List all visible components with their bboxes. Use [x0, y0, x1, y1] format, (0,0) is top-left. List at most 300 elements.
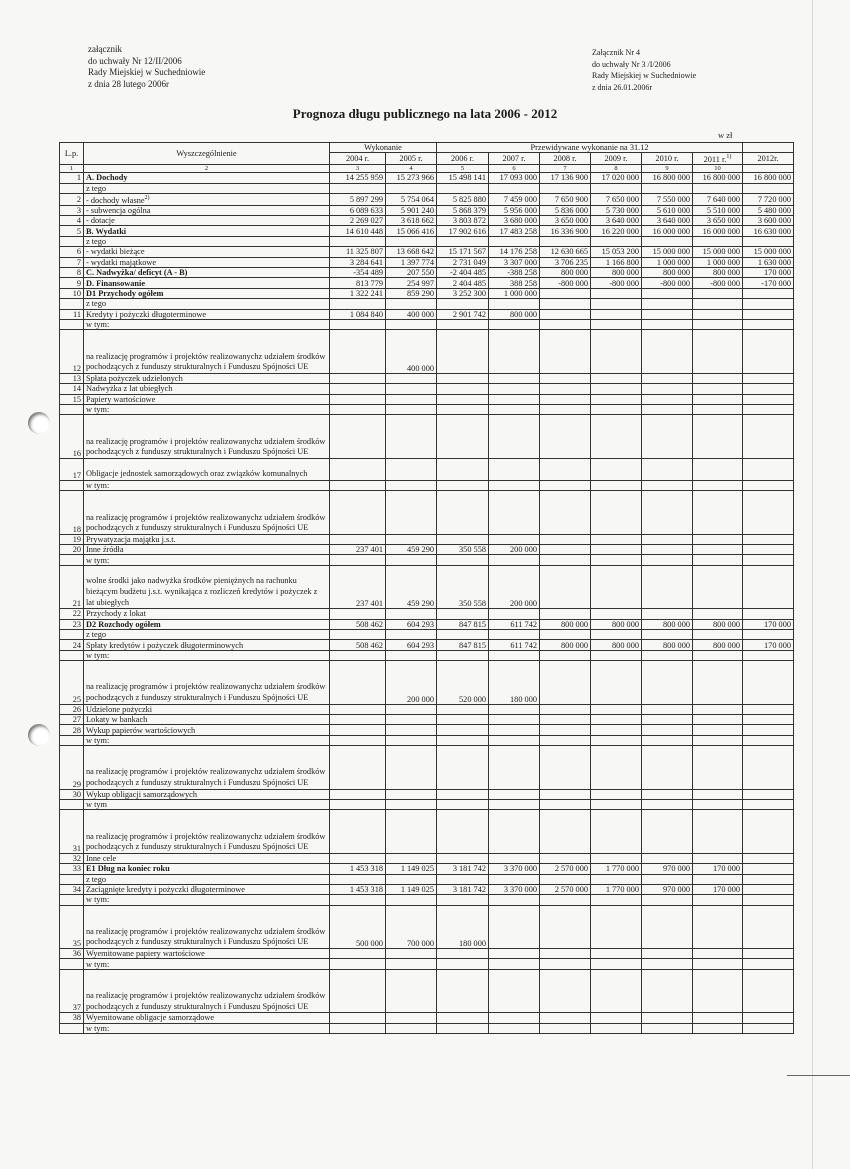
value-cell: 800 000	[642, 619, 693, 629]
row-label	[84, 299, 330, 309]
value-cell	[437, 1023, 489, 1033]
value-cell: 813 779	[330, 278, 386, 288]
row-label-text: na realizację programów i projektów realizowanychz udziałem środków pochodzących z funduszy strukturalnych i Funduszu Spójności UE	[86, 991, 326, 1011]
scan-line	[787, 1075, 850, 1076]
row-number: 12	[60, 330, 84, 373]
value-cell: 3 650 000	[540, 216, 591, 226]
table-row	[60, 905, 794, 948]
table-row	[60, 884, 794, 894]
table-row	[60, 555, 794, 565]
row-label-text: Zaciągnięte kredyty i pożyczki długoterminowe	[86, 885, 245, 895]
value-cell	[437, 236, 489, 246]
table-row	[60, 1023, 794, 1033]
value-cell	[642, 404, 693, 414]
value-cell	[330, 630, 386, 640]
row-label-text: - dotacje	[86, 216, 115, 226]
row-number	[60, 236, 84, 246]
year-header: 2010 r.	[642, 153, 693, 165]
value-cell	[330, 555, 386, 565]
value-cell	[540, 404, 591, 414]
row-number	[60, 299, 84, 309]
value-cell: 15 066 416	[386, 226, 437, 236]
value-cell	[489, 969, 540, 1012]
value-cell	[437, 415, 489, 458]
value-cell	[489, 491, 540, 534]
value-cell	[591, 1013, 642, 1023]
value-cell: 5 510 000	[693, 205, 743, 215]
row-label	[84, 257, 330, 267]
page-fold-shadow	[812, 0, 813, 1169]
value-cell	[642, 704, 693, 714]
value-cell	[693, 555, 743, 565]
value-cell	[330, 394, 386, 404]
row-label-text: w tym:	[86, 895, 110, 905]
table-row	[60, 650, 794, 660]
table-row	[60, 330, 794, 373]
value-cell: -354 489	[330, 268, 386, 278]
row-label	[84, 384, 330, 394]
value-cell	[386, 704, 437, 714]
value-cell	[591, 630, 642, 640]
value-cell: 237 401	[330, 565, 386, 608]
row-label	[84, 789, 330, 799]
year-header: 2007 r.	[489, 153, 540, 165]
value-cell	[642, 299, 693, 309]
row-number	[60, 183, 84, 193]
value-cell: 800 000	[693, 640, 743, 650]
value-cell: 459 290	[386, 565, 437, 608]
value-cell	[437, 650, 489, 660]
value-cell	[642, 905, 693, 948]
column-index-row	[60, 165, 794, 173]
value-cell: 16 000 000	[693, 226, 743, 236]
value-cell	[540, 1013, 591, 1023]
row-label-text: Przychody z lokat	[86, 609, 146, 619]
value-cell	[693, 969, 743, 1012]
value-cell	[693, 725, 743, 735]
column-index: 8	[591, 165, 642, 173]
row-number	[60, 320, 84, 330]
value-cell: -388 258	[489, 268, 540, 278]
value-cell	[591, 183, 642, 193]
value-cell	[743, 789, 794, 799]
row-number	[60, 959, 84, 969]
value-cell	[591, 661, 642, 704]
value-cell	[489, 480, 540, 490]
row-label-text: Prywatyzacja majątku j.s.t.	[86, 534, 176, 544]
value-cell	[743, 959, 794, 969]
value-cell: 170 000	[743, 640, 794, 650]
value-cell	[386, 373, 437, 383]
value-cell	[591, 491, 642, 534]
value-cell	[743, 236, 794, 246]
value-cell	[591, 905, 642, 948]
row-number: 21	[60, 565, 84, 608]
value-cell	[693, 545, 743, 555]
header-left-line: załącznik	[88, 44, 122, 54]
table-row	[60, 216, 794, 226]
col-lp-header: L.p.	[60, 143, 84, 165]
value-cell: 180 000	[437, 905, 489, 948]
value-cell	[330, 404, 386, 414]
value-cell: 604 293	[386, 619, 437, 629]
value-cell	[437, 609, 489, 619]
row-label-text: w tym	[86, 800, 107, 810]
value-cell: 1 453 318	[330, 864, 386, 874]
value-cell: 5 956 000	[489, 205, 540, 215]
value-cell: 800 000	[489, 309, 540, 319]
value-cell	[437, 725, 489, 735]
table-row	[60, 534, 794, 544]
value-cell	[693, 299, 743, 309]
row-number	[60, 735, 84, 745]
row-label	[84, 853, 330, 863]
table-row	[60, 299, 794, 309]
value-cell: 180 000	[489, 661, 540, 704]
value-cell: 800 000	[540, 268, 591, 278]
value-cell	[693, 404, 743, 414]
value-cell	[489, 1013, 540, 1023]
row-number: 18	[60, 491, 84, 534]
row-label	[84, 1013, 330, 1023]
row-label	[84, 534, 330, 544]
row-number: 4	[60, 216, 84, 226]
value-cell	[489, 715, 540, 725]
row-number: 26	[60, 704, 84, 714]
row-number: 10	[60, 288, 84, 298]
table-row	[60, 183, 794, 193]
value-cell	[330, 789, 386, 799]
value-cell	[330, 299, 386, 309]
value-cell	[642, 735, 693, 745]
value-cell	[642, 183, 693, 193]
value-cell: 1 770 000	[591, 864, 642, 874]
value-cell	[642, 969, 693, 1012]
row-label	[84, 715, 330, 725]
value-cell	[743, 905, 794, 948]
value-cell	[437, 183, 489, 193]
row-number: 29	[60, 746, 84, 789]
value-cell	[437, 704, 489, 714]
value-cell: 17 020 000	[591, 173, 642, 183]
value-cell	[591, 853, 642, 863]
value-cell	[693, 183, 743, 193]
value-cell	[330, 534, 386, 544]
value-cell	[693, 384, 743, 394]
value-cell	[743, 810, 794, 853]
value-cell	[642, 309, 693, 319]
row-number: 2	[60, 193, 84, 205]
row-label	[84, 309, 330, 319]
value-cell	[386, 404, 437, 414]
value-cell	[437, 810, 489, 853]
empty-header	[743, 143, 794, 153]
value-cell: 15 000 000	[642, 247, 693, 257]
row-label	[84, 1023, 330, 1033]
value-cell: 1 000 000	[489, 288, 540, 298]
value-cell: 15 273 966	[386, 173, 437, 183]
value-cell: 7 550 000	[642, 193, 693, 205]
row-number: 35	[60, 905, 84, 948]
row-label	[84, 746, 330, 789]
row-label-text: na realizację programów i projektów realizowanychz udziałem środków pochodzących z funduszy strukturalnych i Funduszu Spójności UE	[86, 831, 326, 852]
column-index: 4	[386, 165, 437, 173]
value-cell	[743, 320, 794, 330]
value-cell: 1 000 000	[693, 257, 743, 267]
row-label-text: w tym:	[86, 320, 110, 330]
value-cell	[591, 384, 642, 394]
value-cell	[693, 630, 743, 640]
page-title: Prognoza długu publicznego na lata 2006 - 2012	[292, 106, 558, 121]
value-cell	[591, 810, 642, 853]
value-cell	[743, 630, 794, 640]
value-cell	[591, 545, 642, 555]
row-number: 34	[60, 884, 84, 894]
value-cell: 16 630 000	[743, 226, 794, 236]
value-cell: 14 255 959	[330, 173, 386, 183]
table-row	[60, 746, 794, 789]
row-number: 3	[60, 205, 84, 215]
table-row	[60, 480, 794, 490]
footnote-marker: 2)	[144, 194, 150, 201]
value-cell	[693, 715, 743, 725]
value-cell	[489, 810, 540, 853]
value-cell	[386, 949, 437, 959]
year-header	[693, 153, 743, 165]
row-label	[84, 278, 330, 288]
value-cell: 3 370 000	[489, 864, 540, 874]
value-cell: 5 610 000	[642, 205, 693, 215]
group-exec-header: Wykonanie	[330, 143, 437, 153]
row-label-text: Wykup papierów wartościowych	[86, 725, 196, 735]
row-label-text: Nadwyżka z lat ubiegłych	[86, 384, 173, 394]
value-cell	[540, 895, 591, 905]
value-cell	[540, 905, 591, 948]
row-label-text: C. Nadwyżka/ deficyt (A - B)	[86, 268, 188, 278]
table-row	[60, 735, 794, 745]
value-cell: 15 000 000	[693, 247, 743, 257]
value-cell: 970 000	[642, 884, 693, 894]
value-cell	[693, 394, 743, 404]
row-label	[84, 320, 330, 330]
value-cell	[693, 458, 743, 480]
row-number	[60, 874, 84, 884]
row-label-text: Lokaty w bankach	[86, 715, 148, 725]
value-cell: 1 166 800	[591, 257, 642, 267]
value-cell: 16 220 000	[591, 226, 642, 236]
header-right-line: z dnia 26.01.2006r	[592, 82, 652, 92]
row-label-text: D. Finansowanie	[86, 278, 146, 288]
value-cell	[591, 309, 642, 319]
row-label	[84, 458, 330, 480]
value-cell: 207 550	[386, 268, 437, 278]
row-label-text: w tym:	[86, 651, 110, 661]
value-cell: 604 293	[386, 640, 437, 650]
value-cell: 16 000 000	[642, 226, 693, 236]
value-cell	[642, 874, 693, 884]
value-cell	[591, 725, 642, 735]
value-cell	[693, 415, 743, 458]
row-number: 20	[60, 545, 84, 555]
row-label-text: Obligacje jednostek samorządowych oraz związków komunalnych	[86, 469, 308, 479]
value-cell	[642, 799, 693, 809]
value-cell	[642, 330, 693, 373]
value-cell	[540, 458, 591, 480]
value-cell	[489, 183, 540, 193]
row-label	[84, 735, 330, 745]
value-cell	[591, 458, 642, 480]
value-cell	[437, 949, 489, 959]
value-cell	[386, 789, 437, 799]
value-cell	[489, 534, 540, 544]
value-cell: 3 370 000	[489, 884, 540, 894]
value-cell	[693, 704, 743, 714]
table-row	[60, 864, 794, 874]
value-cell	[489, 320, 540, 330]
row-number: 1	[60, 173, 84, 183]
table-row	[60, 545, 794, 555]
value-cell	[386, 874, 437, 884]
value-cell	[489, 949, 540, 959]
value-cell: 970 000	[642, 864, 693, 874]
value-cell	[437, 853, 489, 863]
value-cell: 1 000 000	[642, 257, 693, 267]
value-cell: 5 480 000	[743, 205, 794, 215]
value-cell	[437, 330, 489, 373]
value-cell	[437, 789, 489, 799]
value-cell	[642, 853, 693, 863]
value-cell: 611 742	[489, 619, 540, 629]
value-cell	[743, 864, 794, 874]
value-cell	[693, 874, 743, 884]
year-header-text: 2011 r.	[703, 155, 727, 165]
value-cell	[489, 746, 540, 789]
value-cell	[743, 746, 794, 789]
row-label	[84, 959, 330, 969]
value-cell	[642, 394, 693, 404]
value-cell	[693, 373, 743, 383]
value-cell	[743, 491, 794, 534]
value-cell: 3 284 641	[330, 257, 386, 267]
value-cell: 16 800 000	[693, 173, 743, 183]
row-number: 36	[60, 949, 84, 959]
value-cell	[693, 491, 743, 534]
table-row	[60, 288, 794, 298]
header-left-line: Rady Miejskiej w Suchedniowie	[88, 67, 206, 77]
value-cell	[693, 309, 743, 319]
row-label-text: Wyemitowane obligacje samorządowe	[86, 1013, 215, 1023]
table-row	[60, 373, 794, 383]
row-number: 14	[60, 384, 84, 394]
value-cell	[386, 746, 437, 789]
value-cell	[437, 480, 489, 490]
value-cell	[540, 704, 591, 714]
row-label-text: w tym:	[86, 555, 110, 565]
value-cell	[693, 789, 743, 799]
value-cell	[743, 715, 794, 725]
value-cell	[437, 555, 489, 565]
value-cell	[489, 630, 540, 640]
row-number: 8	[60, 268, 84, 278]
row-number	[60, 630, 84, 640]
value-cell	[693, 650, 743, 660]
value-cell: 800 000	[591, 619, 642, 629]
value-cell	[642, 236, 693, 246]
debt-forecast-table	[59, 142, 794, 1034]
value-cell: 3 650 000	[693, 216, 743, 226]
value-cell	[386, 959, 437, 969]
value-cell	[540, 288, 591, 298]
value-cell	[693, 905, 743, 948]
value-cell	[642, 415, 693, 458]
row-number: 25	[60, 661, 84, 704]
value-cell	[386, 555, 437, 565]
row-label-text: z tego	[86, 630, 107, 640]
value-cell	[642, 534, 693, 544]
value-cell	[693, 799, 743, 809]
value-cell	[743, 183, 794, 193]
value-cell	[642, 384, 693, 394]
value-cell: 170 000	[743, 619, 794, 629]
value-cell: 16 800 000	[743, 173, 794, 183]
column-index: 9	[642, 165, 693, 173]
value-cell	[330, 895, 386, 905]
value-cell	[743, 458, 794, 480]
value-cell	[489, 415, 540, 458]
value-cell	[591, 404, 642, 414]
value-cell	[642, 715, 693, 725]
value-cell	[693, 236, 743, 246]
row-number: 30	[60, 789, 84, 799]
value-cell	[386, 810, 437, 853]
value-cell: 3 680 000	[489, 216, 540, 226]
table-row	[60, 609, 794, 619]
row-number: 15	[60, 394, 84, 404]
row-number: 37	[60, 969, 84, 1012]
table-row	[60, 969, 794, 1012]
table-row	[60, 247, 794, 257]
row-label	[84, 661, 330, 704]
row-label-text: na realizację programów i projektów realizowanychz udziałem środków pochodzących z funduszy strukturalnych i Funduszu Spójności UE	[86, 767, 326, 787]
row-label-text: A. Dochody	[86, 173, 128, 183]
table-row	[60, 799, 794, 809]
value-cell	[743, 299, 794, 309]
value-cell: 2 570 000	[540, 884, 591, 894]
value-cell	[540, 725, 591, 735]
value-cell	[330, 735, 386, 745]
value-cell: 12 630 665	[540, 247, 591, 257]
value-cell	[743, 650, 794, 660]
value-cell: 5 836 000	[540, 205, 591, 215]
row-label	[84, 884, 330, 894]
row-label-text: Kredyty i pożyczki długoterminowe	[86, 309, 207, 319]
value-cell	[642, 288, 693, 298]
row-label-text: - subwencja ogólna	[86, 205, 151, 215]
table-row	[60, 309, 794, 319]
value-cell	[386, 630, 437, 640]
value-cell	[489, 650, 540, 660]
table-row	[60, 415, 794, 458]
table-row	[60, 226, 794, 236]
value-cell	[642, 480, 693, 490]
value-cell	[642, 1013, 693, 1023]
value-cell	[642, 1023, 693, 1033]
value-cell	[743, 725, 794, 735]
value-cell: 200 000	[386, 661, 437, 704]
row-label	[84, 640, 330, 650]
value-cell: 400 000	[386, 330, 437, 373]
row-label	[84, 491, 330, 534]
